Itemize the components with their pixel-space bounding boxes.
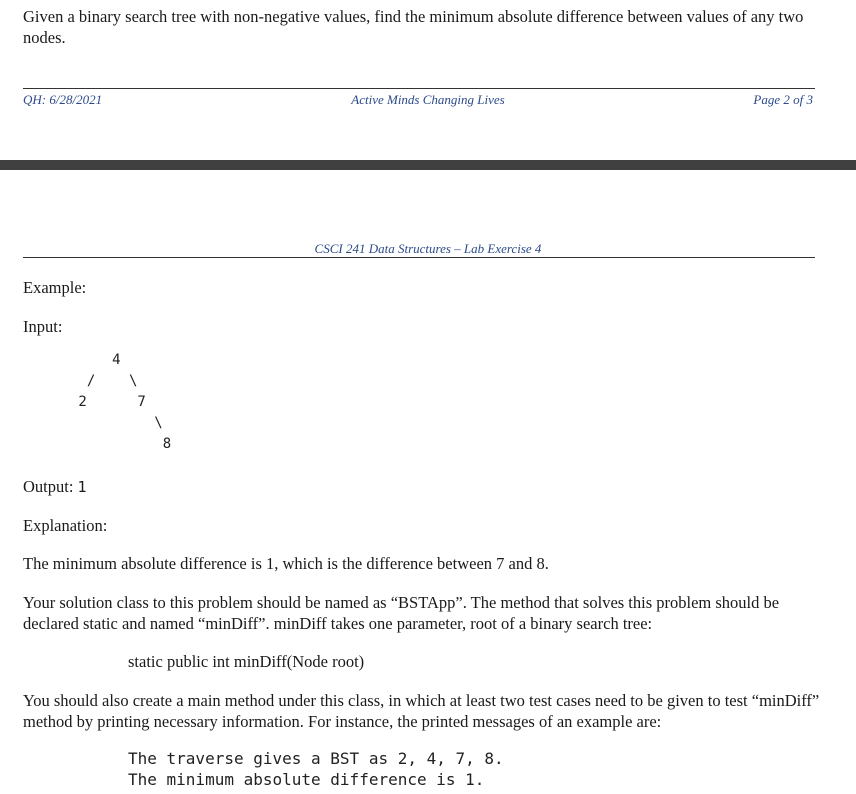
header-rule [23,257,815,258]
explanation-label: Explanation: [23,516,108,535]
tree-diagram: 4 / \ 2 7 \ 8 [78,352,172,452]
page-header: CSCI 241 Data Structures – Lab Exercise 4 [314,241,542,256]
footer-rule [23,88,815,89]
problem-statement: Given a binary search tree with non-negative values, find the minimum absolute difference between values of any two nodes. [23,7,804,47]
method-signature: static public int minDiff(Node root) [128,652,365,671]
example-label: Example: [23,278,87,297]
solution-instructions: Your solution class to this problem should be named as “BSTApp”. The method that solves this problem should be declared static and named “minDiff”. minDiff takes one parameter, root of a binary search tree: [23,593,780,633]
footer-date: QH: 6/28/2021 [23,92,103,107]
explanation-text: The minimum absolute difference is 1, which is the difference between 7 and 8. [23,554,549,573]
page-break-divider [0,160,856,170]
output-line [23,476,87,498]
sample-output: The traverse gives a BST as 2, 4, 7, 8. The minimum absolute difference is 1. [128,749,504,789]
input-label: Input: [23,317,63,336]
main-method-instructions: You should also create a main method under this class, in which at least two test cases need to be given to test “minDiff” method by printing necessary information. For instance, the printed messages of an example are: [23,691,820,731]
footer-motto: Active Minds Changing Lives [351,92,505,107]
output-label: Output: [23,477,74,496]
footer-page-number: Page 2 of 3 [753,92,813,107]
output-value: 1 [77,478,87,496]
